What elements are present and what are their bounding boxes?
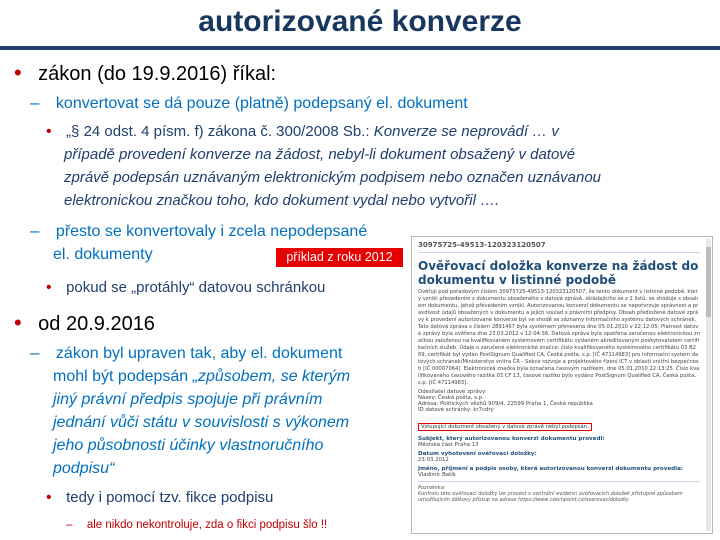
doc-person-value: Vladimír Batík [418,472,456,478]
section-2-item: • tedy i pomocí tzv. fikce podpisu [46,489,274,506]
doc-date-value: 23.03.2012 [418,457,449,463]
doc-sender-label: Odesílatel datové zprávy: [418,389,487,395]
doc-subject-label: Subjekt, který autorizovanou konverzi dokumentu provedl: [418,436,605,442]
doc-unsigned-highlight: Vstupující dokument obsažený v datové zprávě nebyl podepsán. [418,423,592,431]
section-1-sub-2: – přesto se konvertovaly i zcela nepodepsané el. dokumenty [30,221,368,263]
example-year-badge: příklad z roku 2012 [276,248,403,267]
doc-person-label: Jméno, příjmení a podpis osoby, která autorizovanou konverzi dokumentu provedla: [418,466,684,472]
dash-bullet: – [30,93,40,112]
section-2-sub: – zákon byl upraven tak, aby el. dokument mohl být podepsán „způsobem, se kterým jiný právní předpis spojuje při právním jednání vůči státu v souvislosti s výkonem jeho působnosti účinky vlastnoručního podpisu“ [30,343,351,477]
verification-clause-screenshot [411,236,713,534]
doc-note-label: Poznámka: [418,485,446,491]
dash-bullet: – [30,221,40,240]
section-1-sub-2-item: • pokud se „protáhly“ datovou schránkou [46,279,326,296]
doc-sender-name: Název: Česká pošta, s.p. [418,395,484,401]
bullet: • [14,60,22,85]
doc-note-text: Kontrolu této ověřovací doložky lze provést v centrální evidenci ověřovacích doložek přístupné způsobem umožňujícím dálkový přístup na adrese https://www.czechpoint.cz/overovacidolozky. [418,491,683,503]
section-1-sub-1: – konvertovat se dá pouze (platně) podepsaný el. dokument [30,93,468,112]
doc-sender-address: Adresa: Politických vězňů 909/4, 22599 Praha 1, Česká republika [418,401,593,407]
law-quote: • „§ 24 odst. 4 písm. f) zákona č. 300/2008 Sb.: Konverze se neprovádí … v případě provedení konverze na žádost, nebyl-li dokument obsažený v datové zprávě podepsán uznávaným elektronickým podpisem nebo označen uznávanou elektronickou značkou toho, kdo dokument vydal nebo vytvořil …. [46,123,602,209]
doc-scrollbar[interactable] [706,239,711,531]
section-2-note: – ale nikdo nekontroluje, zda o fikci podpisu šlo !! [66,519,328,531]
doc-date-label: Datum vyhotovení ověřovací doložky: [418,451,537,457]
doc-body-text: Ověřuji pod pořadovým číslem 30975725-49513-120323120507, že tento dokument v listinné podobě, který vznikl převedením z dokumentu obsaženého v datové zprávě, skládajícího se z 2 listů, se shoduje s obsahem dokumentu, jehož převedením vznikl. Autorizovanou konverzí dokumentu se nepotvrzuje správnost a pravdivost údajů obsažených v dokumentu a jejich soulad s právními předpisy. Obsah předložené datové zprávy k provedení autorizované konverze byl ve shodě se záznamy Informačního systému datových schránek. Tato datová zpráva s číslem 2891467 byla systémem přenesena dne 05.01.2010 v 22:12:05. Platnost datové zprávy byla ověřena dne 23.03.2012 v 12:04:36. Datová zpráva byla opatřena zaručenou elektronickou značkou založenou na kvalifikovaném systémovém certifikátu vydaném akreditovaným poskytovatelem certifikačních služeb. Údaje o zaručené elektronické značce: číslo kvalifikovaného systémového certifikátu 03 B2 69, certifikát byl vydán PostSignum Qualified CA, Česká pošta, s.p. [IČ 47114983] pro Informační systém datových schránek/Ministerstvo vnitra ČR - Sekce rozvoje a projektového řízení ICT v oblasti vnitřní bezpečnosti [IČ 00007064]. Elektronická značka byla označena časovým razítkem, dne 05.01.2010 22:13:25. Číslo kvalifikovaného časového razítka 03 CF 13, časové razítko bylo vydáno PostSignum Qualified CA, Česká pošta, s.p. [IČ 47114983]. [418,289,700,386]
bullet: • [14,310,22,335]
section-2-heading: • od 20.9.2016 [14,310,155,335]
title-divider [0,46,720,50]
dash-bullet: – [66,519,73,531]
dash-bullet: – [30,343,40,362]
doc-number: 30975725-49513-120323120507 [418,241,546,249]
doc-scroll-thumb[interactable] [706,247,711,317]
bullet: • [46,489,52,506]
section-1-heading: • zákon (do 19.9.2016) říkal: [14,60,277,85]
doc-heading: Ověřovací doložka konverze na žádost do dokumentu v listinné podobě [418,259,699,287]
bullet: • [46,123,52,140]
doc-subject-value: Městská část Praha 13 [418,442,479,448]
doc-sender-id: ID datové schránky: kr7cdry [418,407,494,413]
page-title: autorizované konverze [198,5,522,38]
bullet: • [46,279,52,296]
